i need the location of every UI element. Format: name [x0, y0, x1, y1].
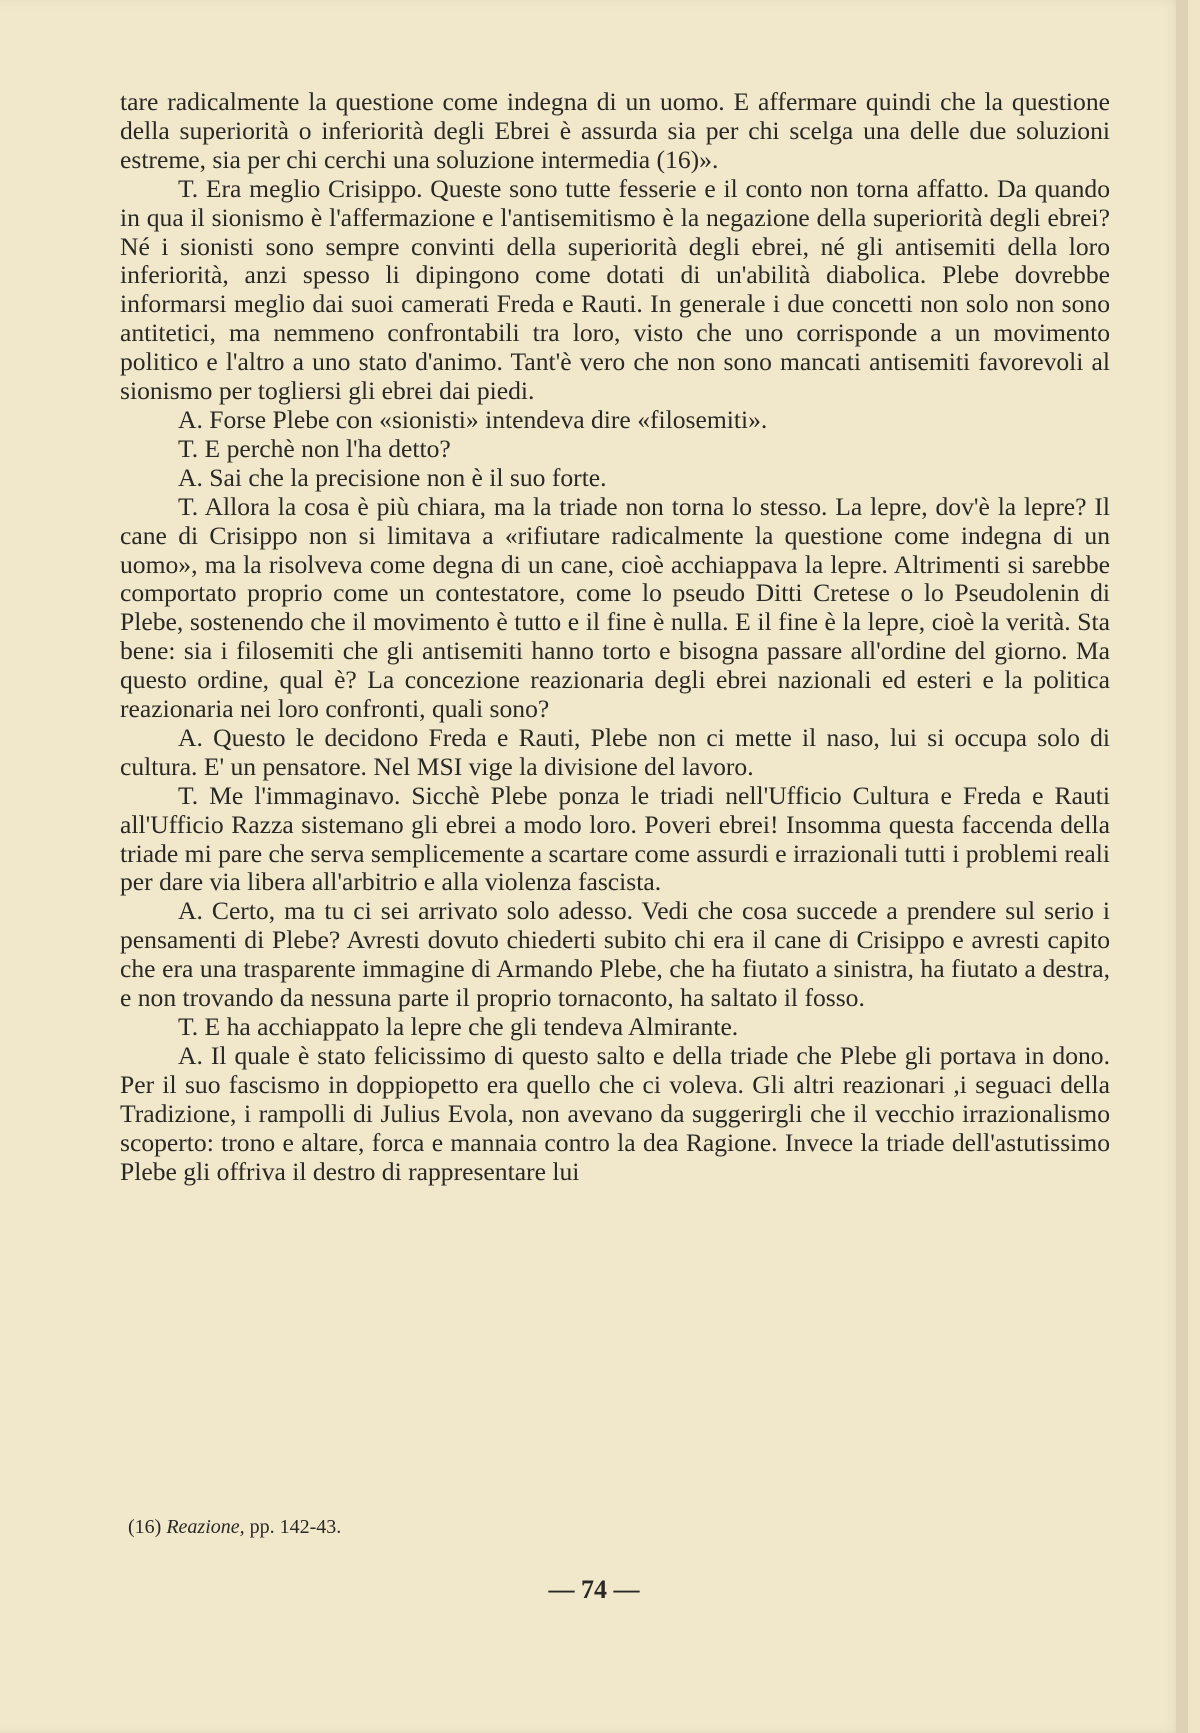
- page-edge: [1176, 0, 1188, 1733]
- paragraph-t-detto: T. E perchè non l'ha detto?: [178, 433, 451, 463]
- page-number: — 74 —: [548, 1575, 640, 1604]
- footnote: [128, 1516, 341, 1539]
- paragraph-a-freda-rauti: A. Questo le decidono Freda e Rauti, Plebe non ci mette il naso, lui si occupa solo di cultura. E' un pensatore. Nel MSI vige la divisione del lavoro.: [120, 722, 1110, 781]
- paragraph-continuation: tare radicalmente la questione come indegna di un uomo. E affermare quindi che la questione della superiorità o inferiorità degli Ebrei è assurda sia per chi scelga una delle due soluzioni estreme, sia per chi cerchi una soluzione intermedia (16)».: [120, 87, 1110, 174]
- footnote-number: (16): [128, 1516, 162, 1538]
- footnote-title: Reazione,: [166, 1516, 245, 1538]
- paragraph-t-almirante: T. E ha acchiappato la lepre che gli tendeva Almirante.: [178, 1012, 739, 1041]
- body-text: [120, 88, 1110, 1186]
- paragraph-t-immaginavo: T. Me l'immaginavo. Sicchè Plebe ponza le triadi nell'Ufficio Cultura e Freda e Rauti all'Ufficio Razza sistemano gli ebrei a modo loro. Poveri ebrei! Insomma questa faccenda della triade mi pare che serva semplicemente a scartare come assurdi e irrazionali tutti i problemi reali per dare via libera all'arbitrio e alla violenza fascista.: [120, 780, 1110, 897]
- paragraph-t-lepre: T. Allora la cosa è più chiara, ma la triade non torna lo stesso. La lepre, dov'è la lepre? Il cane di Crisippo non si limitava a «rifiutare radicalmente la questione come indegna di un uomo», ma la risolveva come degna di un cane, cioè acchiappava la lepre. Altrimenti si sarebbe comportato proprio come un contestatore, come lo pseudo Ditti Cretese o lo Pseudolenin di Plebe, sostenendo che il movimento è tutto e il fine è nulla. E il fine è la lepre, cioè la verità. Sta bene: sia i filosemiti che gli antisemiti hanno torto e bisogna passare all'ordine del giorno. Ma questo ordine, qual è? La concezione reazionaria degli ebrei nazionali ed esteri e la politica reazionaria nei loro confronti, quali sono?: [120, 491, 1110, 724]
- paragraph-a-certo: A. Certo, ma tu ci sei arrivato solo adesso. Vedi che cosa succede a prendere sul serio i pensamenti di Plebe? Avresti dovuto chiederti subito chi era il cane di Crisippo e avresti capito che era una trasparente immagine di Armando Plebe, che ha fiutato a sinistra, ha fiutato a destra, e non trovando da nessuna parte il proprio tornaconto, ha saltato il fosso.: [120, 896, 1110, 1013]
- paragraph-a-precisione: A. Sai che la precisione non è il suo forte.: [178, 462, 607, 492]
- footnote-pages: pp. 142-43.: [249, 1516, 342, 1538]
- paragraph-t-crisippo: T. Era meglio Crisippo. Queste sono tutte fesserie e il conto non torna affatto. Da quando in qua il sionismo è l'affermazione e l'antisemitismo è la negazione della superiorità degli ebrei? Né i sionisti sono sempre convinti della superiorità degli ebrei, né gli antisemiti della loro inferiorità, anzi spesso li dipingono come dotati di un'abilità diabolica. Plebe dovrebbe informarsi meglio dai suoi camerati Freda e Rauti. In generale i due concetti non solo non sono antitetici, ma nemmeno confrontabili tra loro, visto che uno corrisponde a un movimento politico e l'altro a uno stato d'animo. Tant'è vero che non sono mancati antisemiti favorevoli al sionismo per togliersi gli ebrei dai piedi.: [120, 173, 1110, 406]
- paragraph-a-filosemiti: A. Forse Plebe con «sionisti» intendeva dire «filosemiti».: [178, 404, 768, 434]
- paragraph-a-felicissimo: A. Il quale è stato felicissimo di questo salto e della triade che Plebe gli portava in dono. Per il suo fascismo in doppiopetto era quello che ci voleva. Gli altri reazionari ,i seguaci della Tradizione, i rampolli di Julius Evola, non avevano da suggerirgli che il vecchio irrazionalismo scoperto: trono e altare, forca e mannaia contro la dea Ragione. Invece la triade dell'astutissimo Plebe gli offriva il destro di rappresentare lui: [120, 1040, 1110, 1186]
